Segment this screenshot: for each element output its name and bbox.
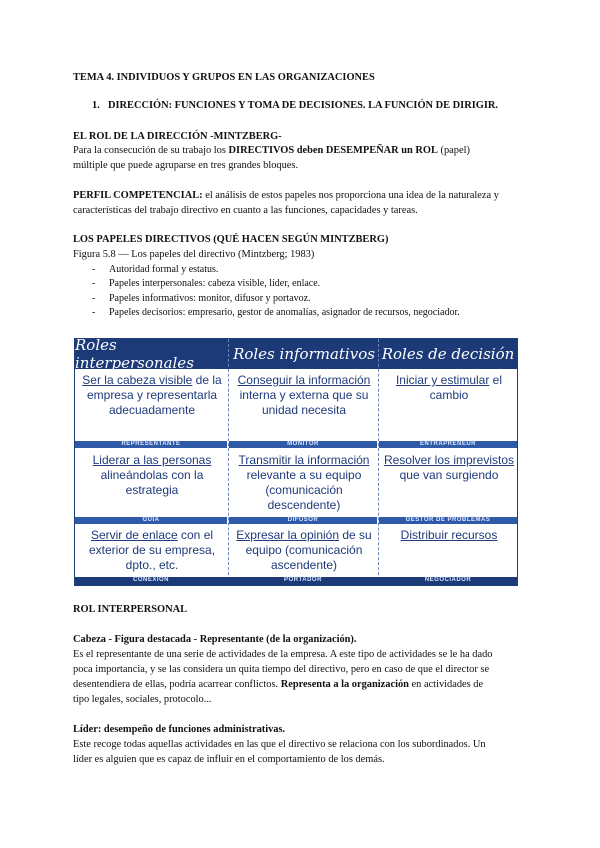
label-representante: REPRESENTANTE: [75, 441, 227, 448]
lider-line2: líder es alguien que es capaz de influir en el comportamiento de los demás.: [73, 754, 385, 765]
cell-distribuir: [385, 528, 513, 543]
tema-title: TEMA 4. INDIVIDUOS Y GRUPOS EN LAS ORGANIZACIONES: [73, 72, 375, 83]
cell-underline: Resolver los imprevistos: [383, 453, 515, 467]
rol-interpersonal-heading: ROL INTERPERSONAL: [73, 604, 188, 615]
column-divider: [228, 339, 229, 585]
cabeza-bold: Representa a la organización: [280, 679, 409, 690]
rol-direccion-line2: múltiple que puede agruparse en tres grandes bloques.: [73, 160, 299, 171]
perfil-line1: [73, 189, 499, 203]
cabeza-line2: poca importancia, y se las considera un quita tiempo del directivo, pero en caso de que el director se: [73, 664, 490, 675]
cell-iniciar-cambio: [385, 373, 513, 403]
figura-caption: Figura 5.8 — Los papeles del directivo (Mintzberg; 1983): [73, 249, 315, 260]
label-difusor: DIFUSOR: [229, 517, 377, 524]
cell-underline: Conseguir la información: [237, 373, 371, 387]
lider-subheading: Líder: desempeño de funciones administrativas.: [73, 724, 286, 735]
label-portador: PORTADOR: [284, 577, 322, 583]
cabeza-line4: tipo legales, sociales, protocolo...: [73, 694, 212, 705]
label-monitor: MONITOR: [229, 441, 377, 448]
header-interpersonales: Roles interpersonales: [75, 339, 229, 369]
list-dash: -: [92, 307, 96, 318]
list-item-text: Papeles decisorios: empresario, gestor de anomalías, asignador de recursos, negociador.: [109, 307, 460, 318]
roles-figure: [74, 338, 518, 586]
section-number: 1.: [92, 100, 100, 111]
rol-direccion-text: Para la consecución de su trabajo los: [73, 145, 229, 156]
cell-text: de su equipo (comunicación ascendente): [245, 528, 372, 572]
cabeza-subheading: Cabeza - Figura destacada - Representante (de la organización).: [73, 634, 357, 645]
cell-text: alineándolas con la estrategia: [100, 468, 204, 497]
cell-liderar: [81, 453, 223, 498]
cell-underline: Expresar la opinión: [236, 528, 340, 542]
rol-direccion-heading: EL ROL DE LA DIRECCIÓN -MINTZBERG-: [73, 131, 282, 142]
cell-text: que van surgiendo: [399, 468, 499, 482]
cell-expresar: [231, 528, 377, 573]
label-entrapreneur: ENTRAPRENEUR: [379, 441, 517, 448]
cell-underline: Liderar a las personas: [92, 453, 212, 467]
lider-line1: Este recoge todas aquellas actividades en las que el directivo se relaciona con los subordinados. Un: [73, 739, 486, 750]
cell-conseguir-info: [231, 373, 377, 418]
list-dash: -: [92, 293, 96, 304]
cell-text: interna y externa que su unidad necesita: [239, 388, 369, 417]
cabeza-text-end: en actividades de: [408, 679, 484, 690]
cabeza-line3: [73, 678, 483, 692]
label-guia: GUIA: [75, 517, 227, 524]
cell-underline: Transmitir la información: [238, 453, 370, 467]
cell-servir-enlace: [81, 528, 223, 573]
cell-text: relevante a su equipo (comunicación descendente): [246, 468, 362, 512]
perfil-line2: características del trabajo directivo en cuanto a las funciones, capacidades y tareas.: [73, 205, 418, 216]
cell-cabeza-visible: [81, 373, 223, 418]
section-title: DIRECCIÓN: FUNCIONES Y TOMA DE DECISIONES. LA FUNCIÓN DE DIRIGIR.: [108, 100, 498, 111]
cell-underline: Iniciar y estimular: [395, 373, 490, 387]
list-dash: -: [92, 264, 96, 275]
cabeza-line1: Es el representante de una serie de actividades de la empresa. A este tipo de actividades se le ha dado: [73, 649, 493, 660]
list-item-text: Papeles informativos: monitor, difusor y portavoz.: [109, 293, 311, 304]
list-item-text: Papeles interpersonales: cabeza visible, líder, enlace.: [109, 278, 321, 289]
cell-underline: Servir de enlace: [90, 528, 178, 542]
rol-direccion-line1: [73, 144, 470, 158]
label-negociador: NEGOCIADOR: [424, 577, 472, 583]
cell-text: con el exterior de su empresa, dpto., etc.: [88, 528, 216, 572]
rol-direccion-text-end: (papel): [437, 145, 470, 156]
list-item-text: Autoridad formal y estatus.: [109, 264, 219, 275]
perfil-text: el análisis de estos papeles nos proporciona una idea de la naturaleza y: [202, 190, 499, 201]
perfil-label: PERFIL COMPETENCIAL:: [73, 190, 203, 201]
cell-resolver: [381, 453, 517, 483]
cell-text: de la empresa y representarla adecuadamente: [86, 373, 222, 417]
rol-direccion-bold: DIRECTIVOS deben DESEMPEÑAR un ROL: [228, 145, 438, 156]
list-dash: -: [92, 278, 96, 289]
cabeza-text: desentendiera de ellas, podría acarrear conflictos.: [73, 679, 281, 690]
column-divider: [378, 339, 379, 585]
header-informativos: Roles informativos: [229, 339, 379, 369]
cell-transmitir: [231, 453, 377, 513]
label-gestor: GESTOR DE PROBLEMAS: [379, 517, 517, 524]
header-decision: Roles de decisión: [379, 339, 517, 369]
cell-text: el cambio: [429, 373, 503, 402]
label-conexion: CONEXION: [132, 577, 169, 583]
cell-underline: Ser la cabeza visible: [82, 373, 193, 387]
cell-underline: Distribuir recursos: [400, 528, 498, 542]
papeles-heading: LOS PAPELES DIRECTIVOS (QUÉ HACEN SEGÚN MINTZBERG): [73, 234, 389, 245]
